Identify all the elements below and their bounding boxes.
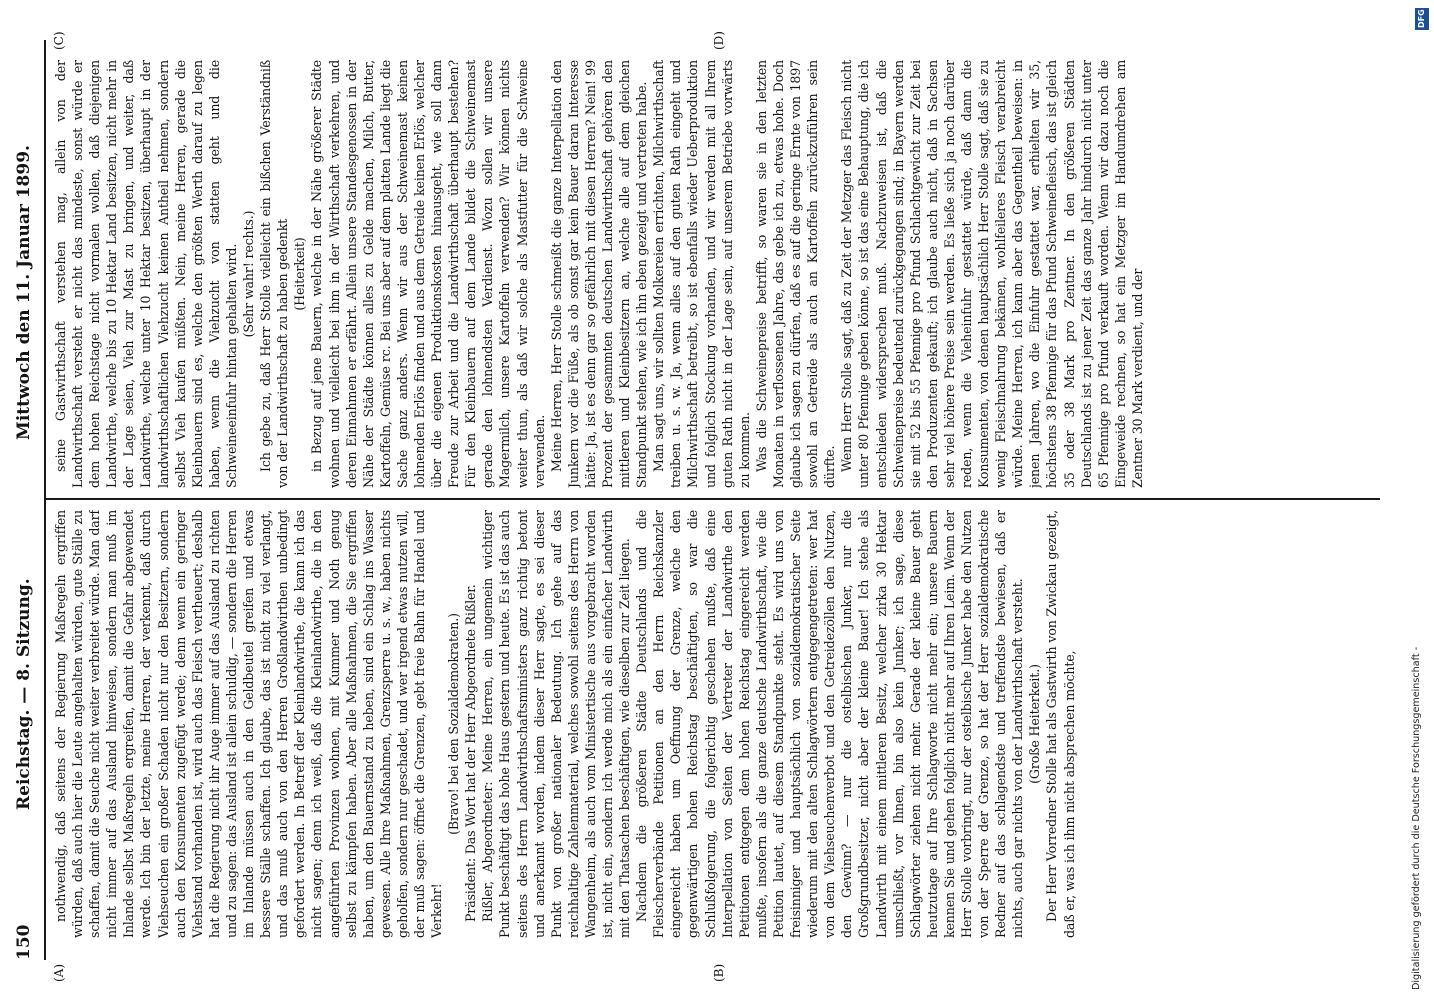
interjection: (Sehr wahr! rechts.) [241,210,257,338]
margin-marker-d: (D) [712,31,726,50]
page-number: 150 [14,924,34,960]
paragraph: Ich gebe zu, daß Herr Stolle vielleicht ein bißchen Verständniß von der Landwirthschaft zu haben gedenkt [258,60,291,488]
session-title: Reichstag. — 8. Sitzung. [14,578,34,810]
page-header [14,40,44,960]
interjection: (Heiterkeit) [292,237,308,311]
paragraph: Man sagt uns, wir sollten Molkereien errichten, Milchwirthschaft treiben u. s. w. Ja, wenn alles auf den guten Rath eingeht und Milchwirthschaft betreibt, so ist ebenfalls wieder Ueberproduktion und folglich Stockung vorhanden, und wir werden mit all Ihrem guten Rath nicht in der Lage sein, auf unserem Betriebe vorwärts zu kommen. [651,60,752,488]
paragraph: in Bezug auf jene Bauern, welche in der Nähe größerer Städte wohnen und vielleicht bei ihm in der Wirthschaft verkehren, und deren Einnahmen er erfährt. Allein unsere Standesgenossen in der Nähe der Städte können alles zu Gelde machen, Milch, Butter, Kartoffeln, Gemüse rc. Bei uns aber auf dem platten Lande liegt die Sache ganz anders. Wenn wir aus der Schweinemast keinen lohnenden Erlös finden und aus dem Getreide keinen Erlös, welcher über die eigenen Produktionskosten hinausgeht, wie soll dann Freude zur Arbeit und die Landwirthschaft überhaupt bestehen? Für den Kleinbauern auf dem Lande bildet die Schweinemast gerade den lohnendsten Verdienst. Wozu sollen wir unsere Magermilch, unsere Kartoffeln verwenden? Wir können nichts weiter thun, als daß wir solche als Mastfutter für die Schweine verwenden. [309,60,547,488]
paragraph: Der Herr Vorredner Stolle hat als Gastwirth von Zwickau gezeigt, daß er, was ich ihm nicht absprechen möchte, [1044,510,1077,938]
paragraph: Meine Herren, Herr Stolle schmeißt die ganze Interpellation den Junkern vor die Füße, als ob sonst gar kein Bauer daran Interesse hätte: Ja, ist es denn gar so gefährlich mit diesen Herren? Nein! 99 Prozent der gesammten deutschen Landwirthschaft gehören den mittleren und Kleinbesitzern an, welche alle auf dem gleichen Standpunkt stehen, wie ich ihn eben gezeigt und vertreten habe. [548,60,650,488]
interjection: (Große Heiterkeit.) [1027,664,1043,784]
interjection: (Bravo! bei den Sozialdemokraten.) [446,613,462,835]
paragraph: Wenn Herr Stolle sagt, daß zu Zeit der Metzger das Fleisch nicht unter 80 Pfennige geben könne, so ist das eine Behauptung, die ich entschieden widersprechen muß. Nachzuweisen ist, daß die Schweinepreise bedeutend zurückgegangen sind; in Bayern werden sie mit 52 bis 55 Pfennige pro Pfund Schlachtgewicht zur Zeit bei den Produzenten gekauft; ich glaube auch nicht, daß in Sachsen sehr viel höhere Preise sein werden. Es ließe sich ja noch darüber reden, wenn die Vieheinfuhr gestattet würde, daß dann die Konsumenten, von denen hauptsächlich Herr Stolle sagt, daß sie zu wenig Fleischnahrung bekämen, wohlfeileres Fleisch verabreicht würde. Meine Herren, ich kann aber das Gegentheil beweisen: in jenen Jahren, wo die Einfuhr gestattet war, erhielten wir 35, höchstens 38 Pfennige für das Pfund Schweinefleisch, das ist gleich 35 oder 38 Mark pro Zentner. In den größeren Städten Deutschlands ist zu jener Zeit das ganze Jahr hindurch nicht unter 65 Pfennige pro Pfund verkauft worden. Wenn wir dazu noch die Eingeweide rechnen, so hat ein Metzger im Handumdrehen am Zentner 30 Mark verdient, und der [839,60,1145,488]
header-rule [44,40,46,960]
session-date: Mittwoch den 11. Januar 1899. [14,145,34,440]
paragraph: Nachdem die größeren Städte Deutschlands und die Fleischerverbände Petitionen an den Herrn Reichskanzler eingereicht haben um Oeffnung der Grenze, welche den gegenwärtigen hohen Reichstag beschäftigten, so war die Schlußfolgerung, die folgerichtig geschehen mußte, daß eine Interpellation von Seiten der Vertreter der Landwirthe den Petitionen entgegen dem hohen Reichstag eingereicht werden mußte, insofern als die ganze deutsche Landwirthschaft, wie die Petition lautet, auf diesem Standpunkte steht. Es wird uns von freisinniger und hauptsächlich von sozialdemokratischer Seite wiederum mit den alten Schlagwörtern entgegengetreten: wer hat von dem Viehseuchenverbot und den Getreidezöllen den Nutzen, den Gewinn? — nur die ostelbischen Junker, nur die Großgrundbesitzer, nicht aber der kleine Bauer! Ich stehe als Landwirth mit einem mittleren Besitz, welcher zirka 30 Hektar umschließt, vor Ihnen, bin also kein Junker; ich sage, diese Schlagwörter ziehen nicht mehr. Gerade der kleine Bauer geht heutzutage auf Ihre Schlagworte nicht mehr ein; unsere Bauern kennen Sie und gehen folglich nicht mehr auf Ihren Leim. Wenn der Herr Stolle vorbringt, nur der ostelbische Junker habe den Nutzen von der Sperre der Grenze, so hat der Herr sozialdemokratische Redner auf das schlagendste und treffendste bewiesen, daß er nichts, auch gar nichts von der Landwirthschaft versteht. [634,510,1026,938]
paragraph: nothwendig, daß seitens der Regierung Maßregeln ergriffen würden, daß auch hier die Leute angehalten würden, gute Ställe zu schaffen, damit die Seuche nicht weiter verbreitet würde. Man darf nicht immer auf das Ausland hinweisen, sondern man muß im Inlande selbst Maßregeln ergreifen, damit die Gefahr abgewendet werde. Ich bin der letzte, meine Herren, der verkennt, daß durch Viehseuchen ein großer Schaden nicht nur den Besitzern, sondern auch den Konsumenten zugefügt werde; denn wenn ein geringer Viehstand vorhanden ist, wird auch das Fleisch vertheuert; deshalb hat die Regierung nicht ihr Auge immer auf das Ausland zu richten und zu sagen: das Ausland ist allein schuldig, — sondern die Herren im Inlande müssen auch in den Geldbeutel greifen und etwas bessere Ställe schaffen. Ich glaube, das ist nicht zu viel verlangt, und das muß auch von den Herren Großlandwirthen unbedingt gefordert werden. In Betreff der Kleinlandwirthe, die kann ich das nicht sagen; denn ich weiß, daß die Kleinlandwirthe, die in den angeführten Provinzen wohnen, mit Kummer und Noth genug selbst zu kämpfen haben. Aber alle Maßnahmen, die Sie ergriffen haben, um den Bauernstand zu heben, sind ein Schlag ins Wasser gewesen. Alle Ihre Maßnahmen, Grenzsperre u. s. w., haben nichts geholfen, sondern nur geschadet, und wer irgend etwas nutzen will, der muß sagen: öffnet die Grenzen, gebt freie Bahn für Handel und Verkehr! [53,510,445,938]
margin-marker-c: (C) [52,31,66,50]
margin-marker-a: (A) [52,963,66,982]
paragraph: Präsident: Das Wort hat der Herr Abgeordnete Rißler. [463,584,479,922]
paragraph: Rißler, Abgeordneter: Meine Herren, ein ungemein wichtiger Punkt beschäftigt das hohe Haus gestern und heute. Es ist das auch seitens des Herrn Landwirthschaftsministers ganz richtig betont und anerkannt worden, indem dieser Herr sagte, es sei dieser Punkt von großer nationaler Bedeutung. Ich gehe auf das reichhaltige Zahlenmaterial, welches sowohl seitens des Herrn von Wangenheim, als auch vom Ministertische aus vorgebracht worden ist, nicht ein, sondern ich werde mich als ein einfacher Landwirth mit den Thatsachen beschäftigen, wie dieselben zur Zeit liegen. [480,510,633,938]
paragraph: seine Gastwirthschaft verstehen mag, allein von der Landwirthschaft versteht er nicht das mindeste, sonst würde er dem hohen Reichstage nicht vormalen wollen, daß diejenigen Landwirthe, welche bis zu 10 Hektar Land besitzen, nicht mehr in der Lage seien, Vieh zur Mast zu bringen, und weiter, daß Landwirthe, welche unter 10 Hektar besitzen, überhaupt in der landwirthschaftlichen Viehzucht keinen Antheil nehmen, sondern selbst Vieh kaufen müßten. Nein, meine Herren, gerade die Kleinbauern sind es, welche den größten Werth darauf zu legen haben, wenn die Viehzucht von statten geht und die Schweineeinfuhr hintan gehalten wird. [53,60,239,488]
right-text-column [52,60,1382,488]
margin-marker-b: (B) [712,963,726,982]
column-rule [46,498,1380,500]
left-text-column [52,510,1382,938]
paragraph: Was die Schweinepreise betrifft, so waren sie in den letzten Monaten in verflossenen Jahre, das gebe ich zu, etwas hohe. Doch glaube ich sagen zu dürfen, daß es auf die geringe Ernte von 1897 sowohl an Getreide als auch an Kartoffeln zurückzuführen sein dürfte. [753,60,838,488]
credit-text: Digitalisierung gefördert durch die Deutsche Forschungsgemeinschaft - [1411,646,1422,990]
dfg-logo-text: DFG [1417,9,1426,28]
